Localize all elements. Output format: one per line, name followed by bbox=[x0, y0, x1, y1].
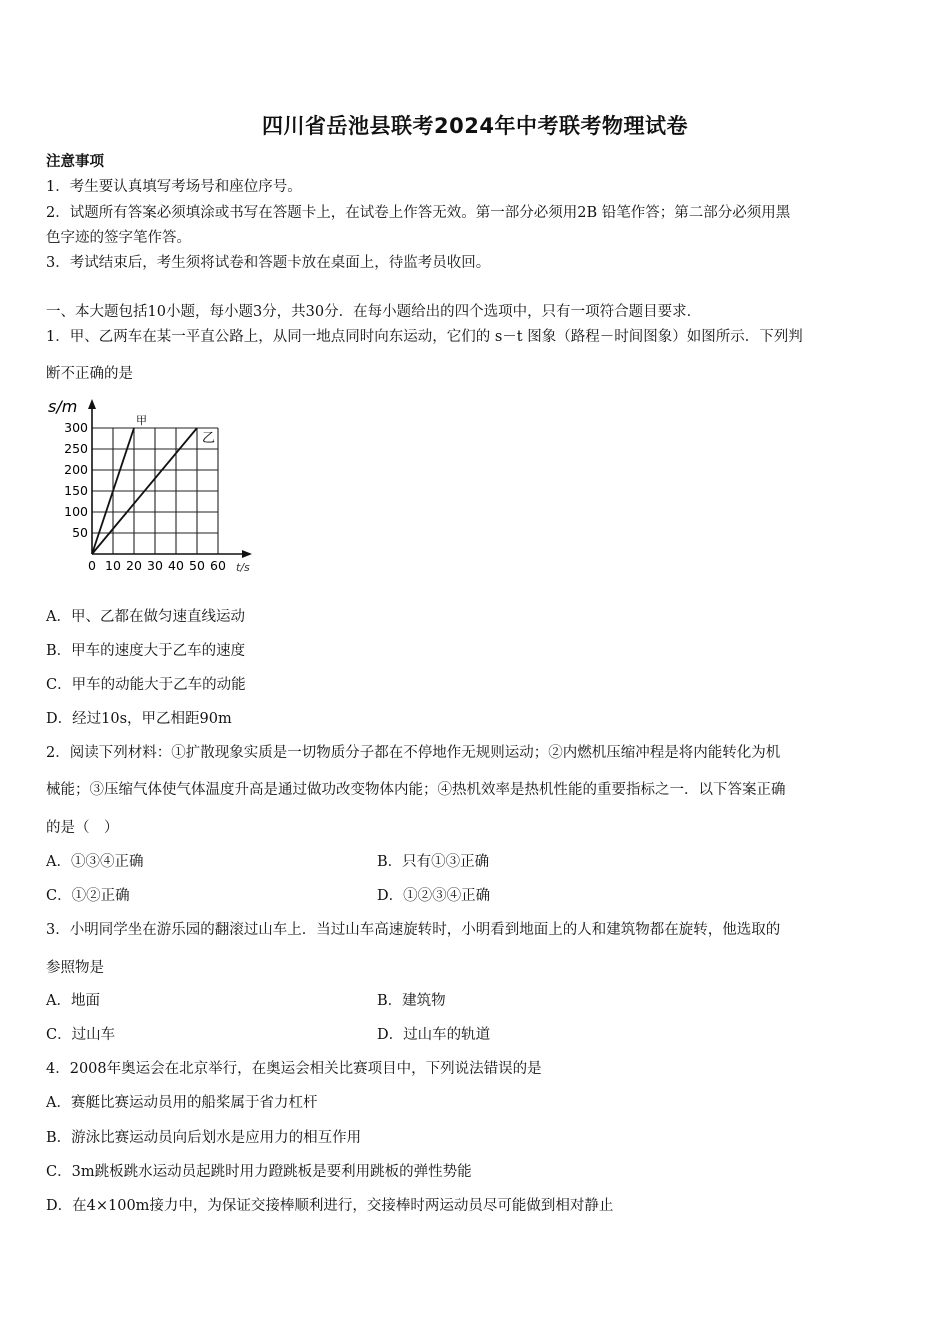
q1-option-c: C．甲车的动能大于乙车的动能 bbox=[46, 677, 246, 693]
chart-grid bbox=[92, 428, 218, 554]
notice-item-1: 1．考生要认真填写考场号和座位序号。 bbox=[46, 179, 302, 195]
q2-stem-line2: 械能；③压缩气体使气体温度升高是通过做功改变物体内能；④热机效率是热机性能的重要指标之一．以下答案正确 bbox=[46, 782, 786, 798]
q2-option-c: C．①②正确 bbox=[46, 888, 130, 904]
q2-stem-line1: 2．阅读下列材料：①扩散现象实质是一切物质分子都在不停地作无规则运动；②内燃机压缩冲程是将内能转化为机 bbox=[46, 745, 781, 761]
q1-option-b: B．甲车的速度大于乙车的速度 bbox=[46, 643, 246, 659]
x-axis-arrow bbox=[242, 550, 252, 558]
notice-heading: 注意事项 bbox=[46, 153, 104, 170]
q3-option-b: B．建筑物 bbox=[377, 993, 446, 1009]
q3-stem-line2: 参照物是 bbox=[46, 960, 104, 976]
q4-option-d: D．在4×100m接力中，为保证交接棒顺利进行，交接棒时两运动员尽可能做到相对静止 bbox=[46, 1198, 614, 1214]
y-tick-label: 50 bbox=[72, 525, 88, 540]
y-tick-label: 250 bbox=[64, 441, 88, 456]
q2-option-b: B．只有①③正确 bbox=[377, 854, 490, 870]
q2-stem-line3: 的是（ ） bbox=[46, 820, 119, 836]
q1-stem-line1: 1．甲、乙两车在某一平直公路上，从同一地点同时向东运动，它们的 s－t 图象（路程－时间图象）如图所示．下列判 bbox=[46, 329, 803, 345]
q2-option-a: A．①③④正确 bbox=[46, 854, 144, 870]
q4-stem: 4．2008年奥运会在北京举行，在奥运会相关比赛项目中，下列说法错误的是 bbox=[46, 1061, 542, 1077]
q2-option-d: D．①②③④正确 bbox=[377, 888, 491, 904]
q1-option-a: A．甲、乙都在做匀速直线运动 bbox=[46, 609, 245, 625]
y-tick-label: 150 bbox=[64, 483, 88, 498]
q3-option-a: A．地面 bbox=[46, 993, 100, 1009]
series-label-1: 甲 bbox=[136, 414, 147, 427]
x-tick-label: 30 bbox=[147, 558, 163, 573]
q3-option-d: D．过山车的轨道 bbox=[377, 1027, 491, 1043]
x-tick-label: 0 bbox=[88, 558, 96, 573]
st-graph bbox=[44, 394, 258, 578]
y-axis-arrow bbox=[88, 399, 96, 409]
y-tick-label: 100 bbox=[64, 504, 88, 519]
q1-stem-line2: 断不正确的是 bbox=[46, 366, 133, 382]
x-tick-label: 50 bbox=[189, 558, 205, 573]
q4-option-c: C．3m跳板跳水运动员起跳时用力蹬跳板是要利用跳板的弹性势能 bbox=[46, 1164, 472, 1180]
series-label-2: 乙 bbox=[202, 431, 216, 446]
notice-item-2-cont: 色字迹的签字笔作答。 bbox=[46, 230, 191, 246]
q4-option-a: A．赛艇比赛运动员用的船桨属于省力杠杆 bbox=[46, 1095, 318, 1111]
x-tick-label: 10 bbox=[105, 558, 121, 573]
y-tick-label: 200 bbox=[64, 462, 88, 477]
q3-option-c: C．过山车 bbox=[46, 1027, 116, 1043]
x-tick-label: 40 bbox=[168, 558, 184, 573]
q3-stem-line1: 3．小明同学坐在游乐园的翻滚过山车上．当过山车高速旋转时，小明看到地面上的人和建筑物都在旋转，他选取的 bbox=[46, 922, 781, 938]
q1-option-d: D．经过10s，甲乙相距90m bbox=[46, 711, 232, 727]
x-axis-label: t/s bbox=[236, 561, 250, 574]
notice-item-3: 3．考试结束后，考生须将试卷和答题卡放在桌面上，待监考员收回。 bbox=[46, 255, 491, 271]
notice-item-2: 2．试题所有答案必须填涂或书写在答题卡上，在试卷上作答无效。第一部分必须用2B 铅笔作答；第二部分必须用黑 bbox=[46, 205, 791, 221]
y-axis-label: s/m bbox=[48, 397, 78, 416]
q4-option-b: B．游泳比赛运动员向后划水是应用力的相互作用 bbox=[46, 1130, 362, 1146]
y-tick-label: 300 bbox=[64, 420, 88, 435]
x-tick-label: 60 bbox=[210, 558, 226, 573]
page-title: 四川省岳池县联考2024年中考联考物理试卷 bbox=[262, 114, 688, 138]
section-heading: 一、本大题包括10小题，每小题3分，共30分．在每小题给出的四个选项中，只有一项符合题目要求． bbox=[46, 304, 702, 320]
x-tick-label: 20 bbox=[126, 558, 142, 573]
